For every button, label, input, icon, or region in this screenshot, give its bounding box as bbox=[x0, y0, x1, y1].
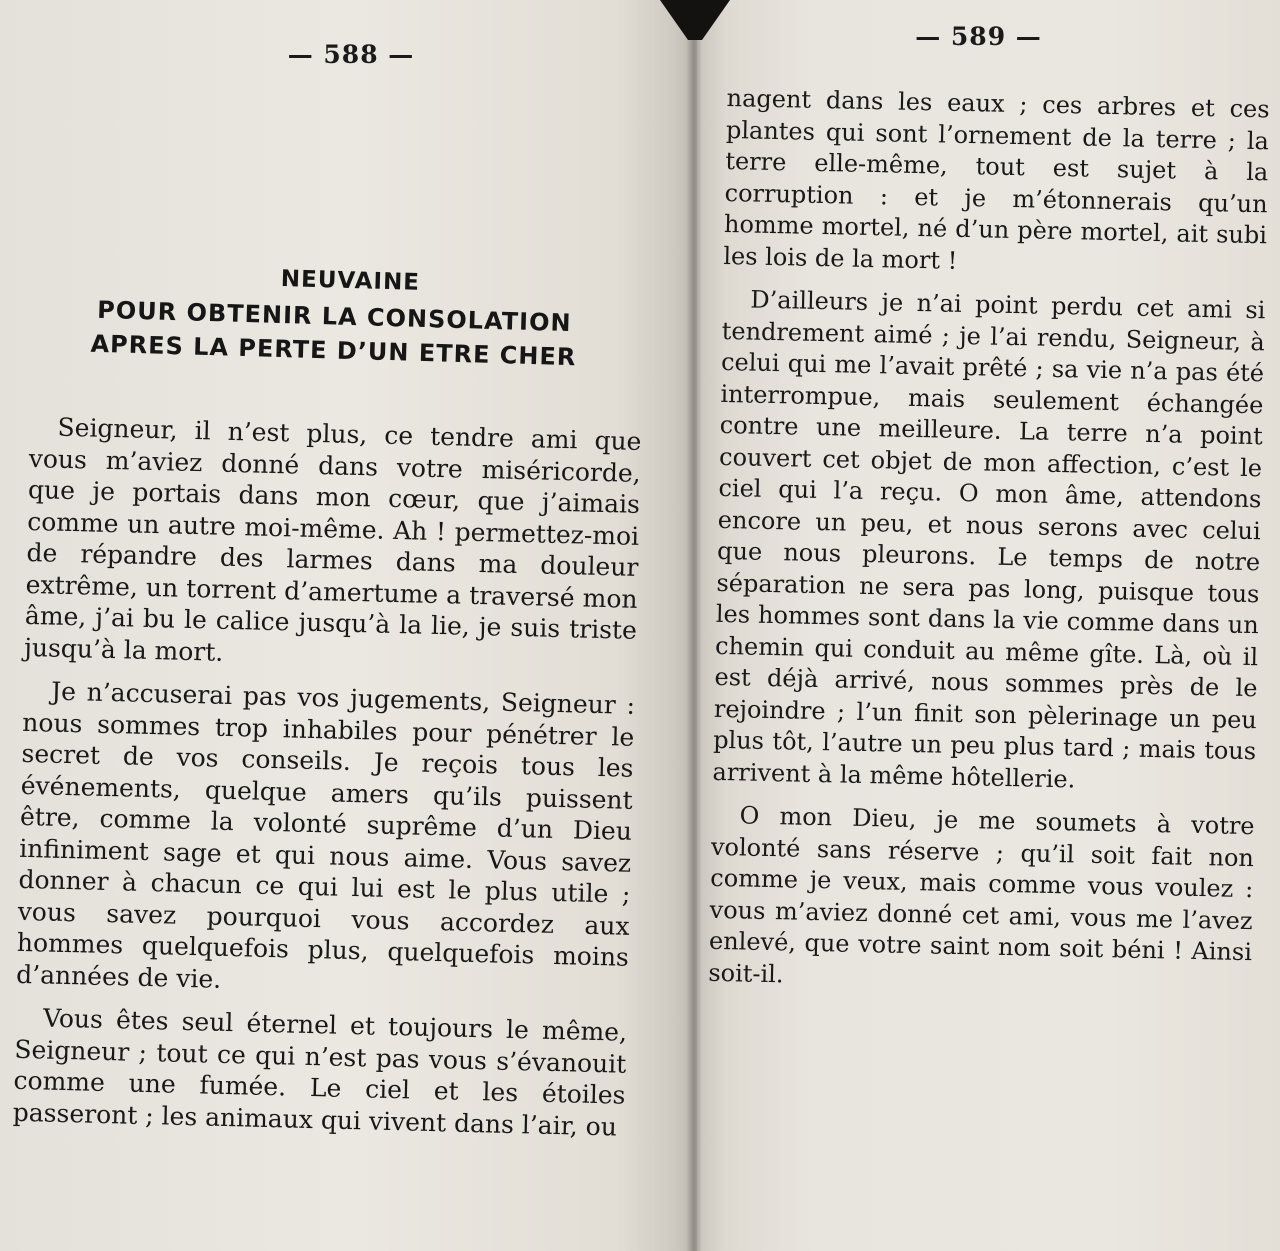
paragraph: Vous êtes seul éternel et toujours le même, Seigneur ; tout ce qui n’est pas vous s’évanouit comme une fumée. Le ciel et les étoiles passeront ; les animaux qui vivent dans l’air, ou bbox=[12, 1003, 628, 1142]
title-line-1: NEUVAINE bbox=[280, 266, 421, 296]
page-number-right: — 589 — bbox=[915, 22, 1042, 51]
paragraph: Seigneur, il n’est plus, ce tendre ami que vous m’aviez donné dans votre miséricorde, que je portais dans mon cœur, que j’aimais comme un autre moi-même. Ah ! permettez-moi de répandre des larmes dans ma douleur extrême, un torrent d’amertume a traversé mon âme, j’ai bu le calice jusqu’à la lie, je suis triste jusqu’à la mort. bbox=[23, 412, 642, 667]
paragraph: D’ailleurs je n’ai point perdu cet ami si tendrement aimé ; je l’ai rendu, Seigneur, à celui qui me l’avait prêté ; sa vie n’a pas été interrompue, mais seulement échangée contre une meilleure. La terre n’a point couvert cet objet de mon affection, c’est le ciel qui l’a reçu. O mon âme, attendons encore un peu, et nous serons avec celui que nous pleurons. Le temps de notre séparation ne sera pas long, puisque tous les hommes sont dans la vie comme dans un chemin qui conduit au même gîte. Là, où il est déjà arrivé, nous sommes près de le rejoindre ; l’un finit son pèlerinage un peu plus tôt, l’autre un peu plus tard ; mais tous arrivent à la même hôtellerie. bbox=[712, 285, 1266, 793]
paragraph: O mon Dieu, je me soumets à votre volonté sans réserve ; qu’il soit fait non comme je veux, mais comme vous voulez : vous m’aviez donné cet ami, vous me l’avez enlevé, que votre saint nom soit béni ! Ainsi soit-il. bbox=[708, 801, 1255, 988]
left-page-body bbox=[12, 411, 641, 1143]
right-page bbox=[697, 0, 1280, 1251]
paragraph: nagent dans les eaux ; ces arbres et ces plantes qui sont l’ornement de la terre ; la terre elle-même, tout est sujet à la corruption : et je m’étonnerais qu’un homme mortel, né d’un père mortel, ait subi les lois de la mort ! bbox=[723, 83, 1270, 275]
page-number-left: — 588 — bbox=[287, 40, 415, 69]
title-line-2: POUR OBTENIR LA CONSOLATION bbox=[96, 295, 572, 338]
book-spine bbox=[686, 0, 702, 1251]
paragraph: Je n’accuserai pas vos jugements, Seigneur : nous sommes trop inhabiles pour pénétrer le secret de vos conseils. Je reçois tous les événements, quelque amers qu’ils puissent être, comme la volonté suprême d’un Dieu infiniment sage et qui nous aime. Vous savez donner à chacun ce qui lui est le plus utile ; vous savez pourquoi vous accordez aux hommes quelquefois plus, quelquefois moins d’années de vie. bbox=[15, 676, 636, 994]
title-line-3: APRES LA PERTE D’UN ETRE CHER bbox=[90, 329, 577, 372]
right-page-body bbox=[708, 83, 1270, 1000]
chapter-title bbox=[27, 255, 642, 376]
